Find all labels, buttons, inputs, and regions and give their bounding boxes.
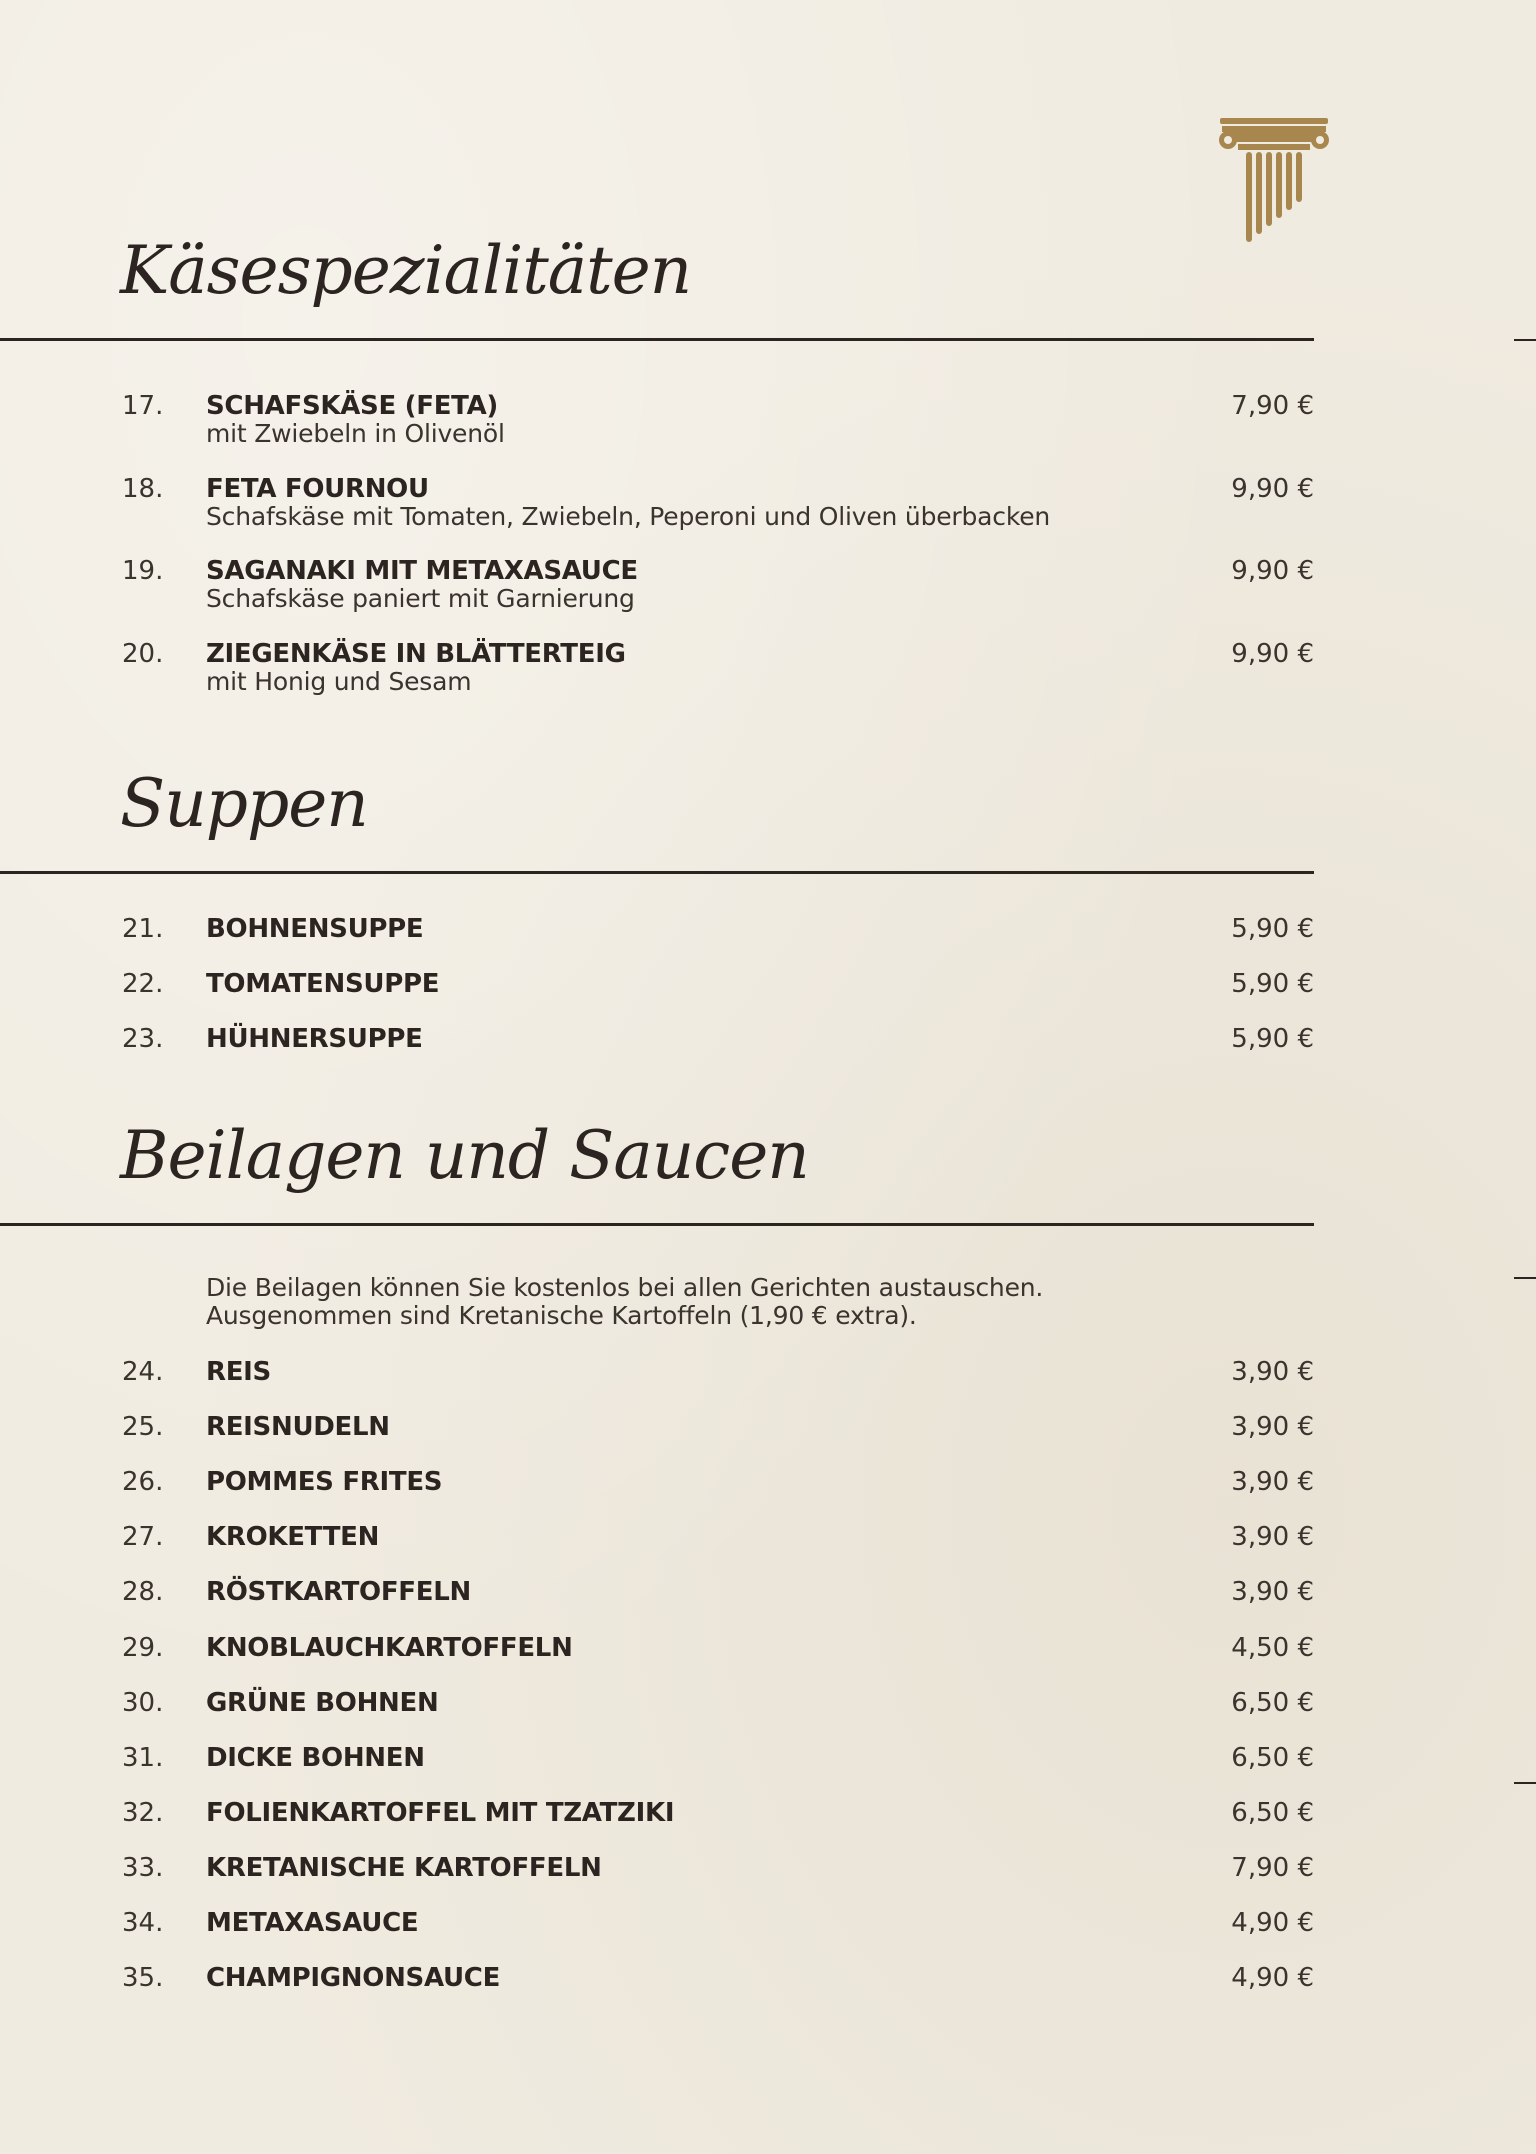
margin-mark [1514,339,1536,341]
sides-note-line: Ausgenommen sind Kretanische Kartoffeln (1,90 € extra). [206,1301,917,1330]
item-name: KROKETTEN [206,1522,380,1552]
item-name: HÜHNERSUPPE [206,1024,423,1054]
item-number: 17. [122,391,164,421]
item-price: 9,90 € [1231,556,1314,586]
item-price: 9,90 € [1231,474,1314,504]
item-price: 3,90 € [1231,1412,1314,1442]
item-price: 5,90 € [1231,1024,1314,1054]
sides-note-line: Die Beilagen können Sie kostenlos bei allen Gerichten austauschen. [206,1273,1044,1302]
item-name: BOHNENSUPPE [206,914,424,944]
item-name: RÖSTKARTOFFELN [206,1577,471,1607]
item-description: Schafskäse paniert mit Garnierung [206,584,635,613]
item-number: 26. [122,1467,164,1497]
item-number: 19. [122,556,164,586]
item-description: mit Zwiebeln in Olivenöl [206,419,505,448]
item-price: 4,90 € [1231,1963,1314,1993]
item-price: 5,90 € [1231,969,1314,999]
item-number: 33. [122,1853,164,1883]
item-price: 3,90 € [1231,1467,1314,1497]
item-price: 4,50 € [1231,1633,1314,1663]
item-name: FETA FOURNOU [206,474,429,504]
item-name: REISNUDELN [206,1412,390,1442]
item-number: 29. [122,1633,164,1663]
greek-column-icon [1218,116,1330,250]
item-number: 21. [122,914,164,944]
item-description: Schafskäse mit Tomaten, Zwiebeln, Peperoni und Oliven überbacken [206,502,1051,531]
section-divider [0,338,1314,341]
item-name: KNOBLAUCHKARTOFFELN [206,1633,573,1663]
item-number: 28. [122,1577,164,1607]
item-name: POMMES FRITES [206,1467,443,1497]
item-name: SAGANAKI MIT METAXASAUCE [206,556,638,586]
section-divider [0,1223,1314,1226]
margin-mark [1514,1782,1536,1784]
item-description: mit Honig und Sesam [206,667,472,696]
item-name: METAXASAUCE [206,1908,419,1938]
item-name: REIS [206,1357,271,1387]
item-number: 23. [122,1024,164,1054]
item-name: TOMATENSUPPE [206,969,440,999]
section-title-soups: Suppen [120,765,368,842]
item-price: 3,90 € [1231,1577,1314,1607]
item-number: 18. [122,474,164,504]
margin-mark [1514,1277,1536,1279]
item-price: 5,90 € [1231,914,1314,944]
item-name: KRETANISCHE KARTOFFELN [206,1853,602,1883]
item-number: 32. [122,1798,164,1828]
item-name: SCHAFSKÄSE (FETA) [206,391,499,421]
item-number: 34. [122,1908,164,1938]
item-price: 6,50 € [1231,1743,1314,1773]
item-price: 9,90 € [1231,639,1314,669]
item-number: 25. [122,1412,164,1442]
item-price: 7,90 € [1231,391,1314,421]
item-name: CHAMPIGNONSAUCE [206,1963,501,1993]
section-title-sides: Beilagen und Saucen [120,1117,809,1194]
item-number: 30. [122,1688,164,1718]
item-price: 3,90 € [1231,1522,1314,1552]
item-name: DICKE BOHNEN [206,1743,425,1773]
item-name: ZIEGENKÄSE IN BLÄTTERTEIG [206,639,626,669]
item-number: 35. [122,1963,164,1993]
section-title-cheese: Käsespezialitäten [120,232,692,309]
sides-note [206,1274,1043,1330]
section-divider [0,871,1314,874]
item-number: 20. [122,639,164,669]
item-number: 27. [122,1522,164,1552]
item-price: 6,50 € [1231,1798,1314,1828]
item-price: 3,90 € [1231,1357,1314,1387]
item-price: 4,90 € [1231,1908,1314,1938]
item-price: 6,50 € [1231,1688,1314,1718]
item-number: 22. [122,969,164,999]
item-name: FOLIENKARTOFFEL MIT TZATZIKI [206,1798,675,1828]
item-number: 31. [122,1743,164,1773]
item-number: 24. [122,1357,164,1387]
item-name: GRÜNE BOHNEN [206,1688,439,1718]
item-price: 7,90 € [1231,1853,1314,1883]
